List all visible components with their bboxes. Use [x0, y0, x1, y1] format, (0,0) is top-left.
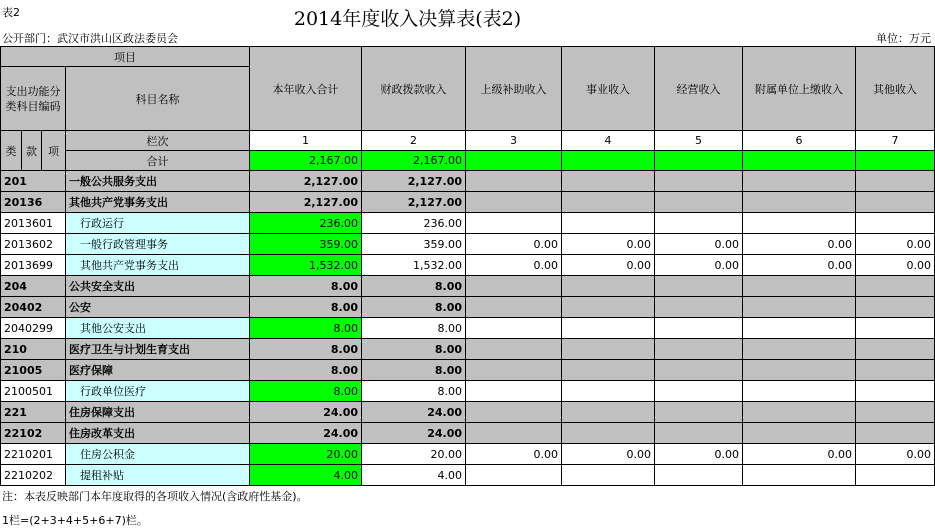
row-value: 2,127.00	[362, 171, 466, 192]
total-value	[856, 151, 935, 171]
total-value	[743, 151, 856, 171]
row-value	[466, 213, 562, 234]
table-row	[1, 444, 935, 465]
row-value: 2,127.00	[250, 171, 362, 192]
row-value	[466, 297, 562, 318]
row-value	[856, 339, 935, 360]
row-value	[562, 360, 655, 381]
row-value	[562, 381, 655, 402]
header-xiang: 项	[42, 131, 66, 171]
total-value	[466, 151, 562, 171]
row-code: 2210202	[1, 465, 66, 486]
row-value: 0.00	[856, 444, 935, 465]
row-value: 0.00	[466, 255, 562, 276]
table-row	[1, 213, 935, 234]
row-value: 0.00	[562, 444, 655, 465]
row-value: 0.00	[466, 444, 562, 465]
row-value: 8.00	[250, 297, 362, 318]
row-value	[466, 360, 562, 381]
row-name: 其他共产党事务支出	[66, 255, 250, 276]
total-label: 合计	[66, 151, 250, 171]
row-value	[562, 465, 655, 486]
col-num-6: 6	[743, 131, 856, 151]
total-value: 2,167.00	[362, 151, 466, 171]
col-num-1: 1	[250, 131, 362, 151]
row-value	[562, 423, 655, 444]
table-row	[1, 339, 935, 360]
row-value	[655, 297, 743, 318]
row-value	[562, 297, 655, 318]
row-value	[856, 423, 935, 444]
row-value: 20.00	[250, 444, 362, 465]
row-value: 8.00	[250, 276, 362, 297]
row-value: 24.00	[362, 402, 466, 423]
row-code: 2040299	[1, 318, 66, 339]
row-value: 24.00	[250, 402, 362, 423]
row-code: 2100501	[1, 381, 66, 402]
header-lei: 类	[1, 131, 22, 171]
row-value: 8.00	[362, 339, 466, 360]
row-value: 8.00	[362, 297, 466, 318]
row-value	[655, 276, 743, 297]
row-value: 8.00	[362, 318, 466, 339]
row-value	[466, 381, 562, 402]
header-col-4: 事业收入	[562, 47, 655, 131]
row-value: 359.00	[362, 234, 466, 255]
row-value	[743, 360, 856, 381]
row-value: 4.00	[362, 465, 466, 486]
row-value	[856, 171, 935, 192]
row-code: 2013699	[1, 255, 66, 276]
table-row	[1, 402, 935, 423]
corner-label: 表2	[2, 6, 20, 19]
col-num-3: 3	[466, 131, 562, 151]
row-value: 1,532.00	[250, 255, 362, 276]
row-value	[655, 213, 743, 234]
row-value	[562, 402, 655, 423]
row-value: 8.00	[250, 381, 362, 402]
table-row	[1, 297, 935, 318]
col-num-5: 5	[655, 131, 743, 151]
row-value	[466, 402, 562, 423]
row-value: 20.00	[362, 444, 466, 465]
row-code: 204	[1, 276, 66, 297]
row-value	[466, 318, 562, 339]
row-value	[655, 381, 743, 402]
table-row	[1, 423, 935, 444]
row-value: 0.00	[562, 234, 655, 255]
row-value	[856, 402, 935, 423]
header-item: 项目	[1, 47, 250, 67]
table-row	[1, 192, 935, 213]
table-row	[1, 171, 935, 192]
header-code: 支出功能分类科目编码	[1, 67, 66, 131]
row-code: 2210201	[1, 444, 66, 465]
row-value	[743, 465, 856, 486]
department-label: 公开部门：武汉市洪山区政法委员会	[2, 32, 178, 45]
table-row	[1, 255, 935, 276]
row-value	[655, 402, 743, 423]
header-kuan: 款	[22, 131, 42, 171]
col-num-4: 4	[562, 131, 655, 151]
header-col-2: 财政拨款收入	[362, 47, 466, 131]
row-value	[562, 276, 655, 297]
row-value: 0.00	[743, 444, 856, 465]
row-code: 2013602	[1, 234, 66, 255]
row-value: 8.00	[250, 339, 362, 360]
row-value: 0.00	[743, 234, 856, 255]
row-value: 236.00	[250, 213, 362, 234]
table-row	[1, 360, 935, 381]
row-name: 提租补贴	[66, 465, 250, 486]
table-row	[1, 318, 935, 339]
header-row-item	[1, 47, 935, 67]
row-value: 0.00	[743, 255, 856, 276]
row-name: 一般行政管理事务	[66, 234, 250, 255]
table-row	[1, 234, 935, 255]
row-value: 8.00	[362, 276, 466, 297]
col-num-2: 2	[362, 131, 466, 151]
row-value	[562, 318, 655, 339]
row-name: 行政运行	[66, 213, 250, 234]
row-name: 公共安全支出	[66, 276, 250, 297]
table-row	[1, 465, 935, 486]
row-value: 8.00	[362, 360, 466, 381]
row-code: 2013601	[1, 213, 66, 234]
row-name: 其他公安支出	[66, 318, 250, 339]
row-name: 医疗卫生与计划生育支出	[66, 339, 250, 360]
row-value	[466, 465, 562, 486]
header-col-3: 上级补助收入	[466, 47, 562, 131]
row-value	[743, 213, 856, 234]
row-value	[655, 171, 743, 192]
row-name: 医疗保障	[66, 360, 250, 381]
table-row	[1, 381, 935, 402]
row-value	[466, 423, 562, 444]
header-col-5: 经营收入	[655, 47, 743, 131]
row-code: 20136	[1, 192, 66, 213]
row-value	[562, 339, 655, 360]
row-value	[856, 318, 935, 339]
row-code: 221	[1, 402, 66, 423]
row-value	[655, 465, 743, 486]
row-value: 0.00	[655, 255, 743, 276]
row-value	[856, 276, 935, 297]
row-value	[743, 192, 856, 213]
row-value: 1,532.00	[362, 255, 466, 276]
row-value	[743, 402, 856, 423]
row-value: 4.00	[250, 465, 362, 486]
row-name: 住房改革支出	[66, 423, 250, 444]
row-value	[743, 171, 856, 192]
row-value: 8.00	[362, 381, 466, 402]
row-name: 一般公共服务支出	[66, 171, 250, 192]
row-value	[655, 192, 743, 213]
row-name: 其他共产党事务支出	[66, 192, 250, 213]
row-value	[743, 318, 856, 339]
header-name: 科目名称	[66, 67, 250, 131]
row-value	[655, 360, 743, 381]
income-table	[0, 46, 935, 486]
col-num-7: 7	[856, 131, 935, 151]
row-value	[856, 192, 935, 213]
row-value: 24.00	[250, 423, 362, 444]
row-value	[562, 213, 655, 234]
row-value: 0.00	[856, 255, 935, 276]
header-col-6: 附属单位上缴收入	[743, 47, 856, 131]
row-code: 22102	[1, 423, 66, 444]
row-value: 2,127.00	[362, 192, 466, 213]
note-2: 1栏=(2+3+4+5+6+7)栏。	[2, 514, 148, 527]
row-value: 8.00	[250, 360, 362, 381]
row-value: 359.00	[250, 234, 362, 255]
row-code: 21005	[1, 360, 66, 381]
row-value	[856, 213, 935, 234]
total-value	[562, 151, 655, 171]
row-value	[743, 423, 856, 444]
row-value	[856, 465, 935, 486]
row-code: 20402	[1, 297, 66, 318]
row-value	[655, 339, 743, 360]
header-col-1: 本年收入合计	[250, 47, 362, 131]
row-value	[466, 276, 562, 297]
row-value	[466, 192, 562, 213]
row-name: 住房保障支出	[66, 402, 250, 423]
row-value: 8.00	[250, 318, 362, 339]
row-value	[856, 381, 935, 402]
row-value	[743, 297, 856, 318]
unit-label: 单位：万元	[876, 32, 931, 45]
row-code: 210	[1, 339, 66, 360]
header-lanci: 栏次	[66, 131, 250, 151]
row-value	[655, 423, 743, 444]
note-1: 注：本表反映部门本年度取得的各项收入情况(含政府性基金)。	[2, 490, 308, 503]
row-value	[743, 381, 856, 402]
row-value	[562, 192, 655, 213]
row-value	[562, 171, 655, 192]
row-value	[856, 360, 935, 381]
row-value: 0.00	[655, 234, 743, 255]
row-value	[743, 276, 856, 297]
row-value	[655, 318, 743, 339]
row-value	[466, 171, 562, 192]
row-value: 0.00	[562, 255, 655, 276]
row-value: 2,127.00	[250, 192, 362, 213]
total-value: 2,167.00	[250, 151, 362, 171]
row-name: 住房公积金	[66, 444, 250, 465]
page-title: 2014年度收入决算表(表2)	[293, 8, 522, 30]
total-value	[655, 151, 743, 171]
row-name: 行政单位医疗	[66, 381, 250, 402]
row-code: 201	[1, 171, 66, 192]
row-value	[856, 297, 935, 318]
row-value: 24.00	[362, 423, 466, 444]
row-value: 0.00	[856, 234, 935, 255]
total-row	[1, 151, 935, 171]
header-col-7: 其他收入	[856, 47, 935, 131]
row-value: 0.00	[466, 234, 562, 255]
row-value	[743, 339, 856, 360]
row-value	[466, 339, 562, 360]
row-value: 0.00	[655, 444, 743, 465]
table-row	[1, 276, 935, 297]
row-value: 236.00	[362, 213, 466, 234]
row-name: 公安	[66, 297, 250, 318]
